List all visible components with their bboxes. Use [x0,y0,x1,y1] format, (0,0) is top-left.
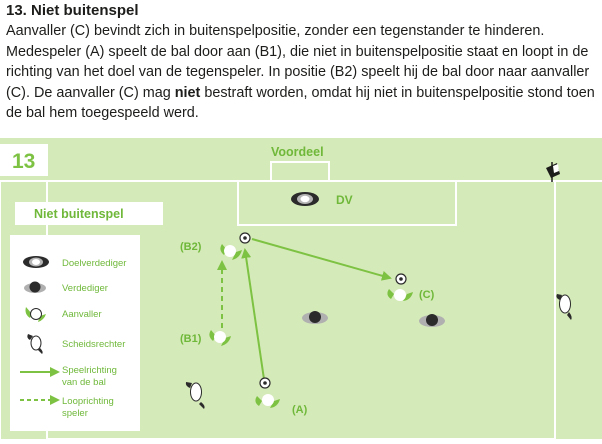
legend-attacker-label: Aanvaller [62,309,102,320]
pitch-diagram [0,138,602,439]
paragraph-part-1: Aanvaller (C) bevindt zich in buitenspelpositie, zonder een tegenstander te hinderen. Medespeler (A) speelt de bal door aan (B1), die niet in buitenspelpositie staat en loopt in de richting van het doel van de tegenspeler. In positie (B2) speelt hij de bal door naar aanvaller (C). De aanvaller (C) mag [6,23,590,101]
legend-goalkeeper-icon [23,256,49,268]
ball-icon-c [396,274,406,284]
legend-defender-label: Verdediger [62,283,108,294]
goalkeeper-dv-icon [291,192,319,206]
advantage-label: Voordeel [271,145,324,159]
verdict-label: Niet buitenspel [34,207,124,221]
legend-run-direction-label: Looprichting speler [62,396,114,419]
legend-ball-direction-label: Speelrichting van de bal [62,365,117,388]
ball-icon-b2 [240,233,250,243]
explanation-paragraph [6,21,598,124]
page-title: 13. Niet buitenspel [6,2,139,19]
legend-goalkeeper-label: Doelverdediger [62,258,127,269]
legend-referee-label: Scheidsrechter [62,339,126,350]
label-b1: (B1) [180,333,202,345]
label-c: (C) [419,289,435,301]
diagram-number: 13 [12,150,36,173]
paragraph-part-2: bestraft worden, omdat hij niet in buitenspelpositie stond toen de bal hem toegespeeld werd. [6,84,595,121]
label-b2: (B2) [180,241,202,253]
goalkeeper-label: DV [336,193,353,207]
paragraph-bold-word: niet [174,84,201,101]
label-a: (A) [292,404,308,416]
ball-icon-a [260,378,270,388]
